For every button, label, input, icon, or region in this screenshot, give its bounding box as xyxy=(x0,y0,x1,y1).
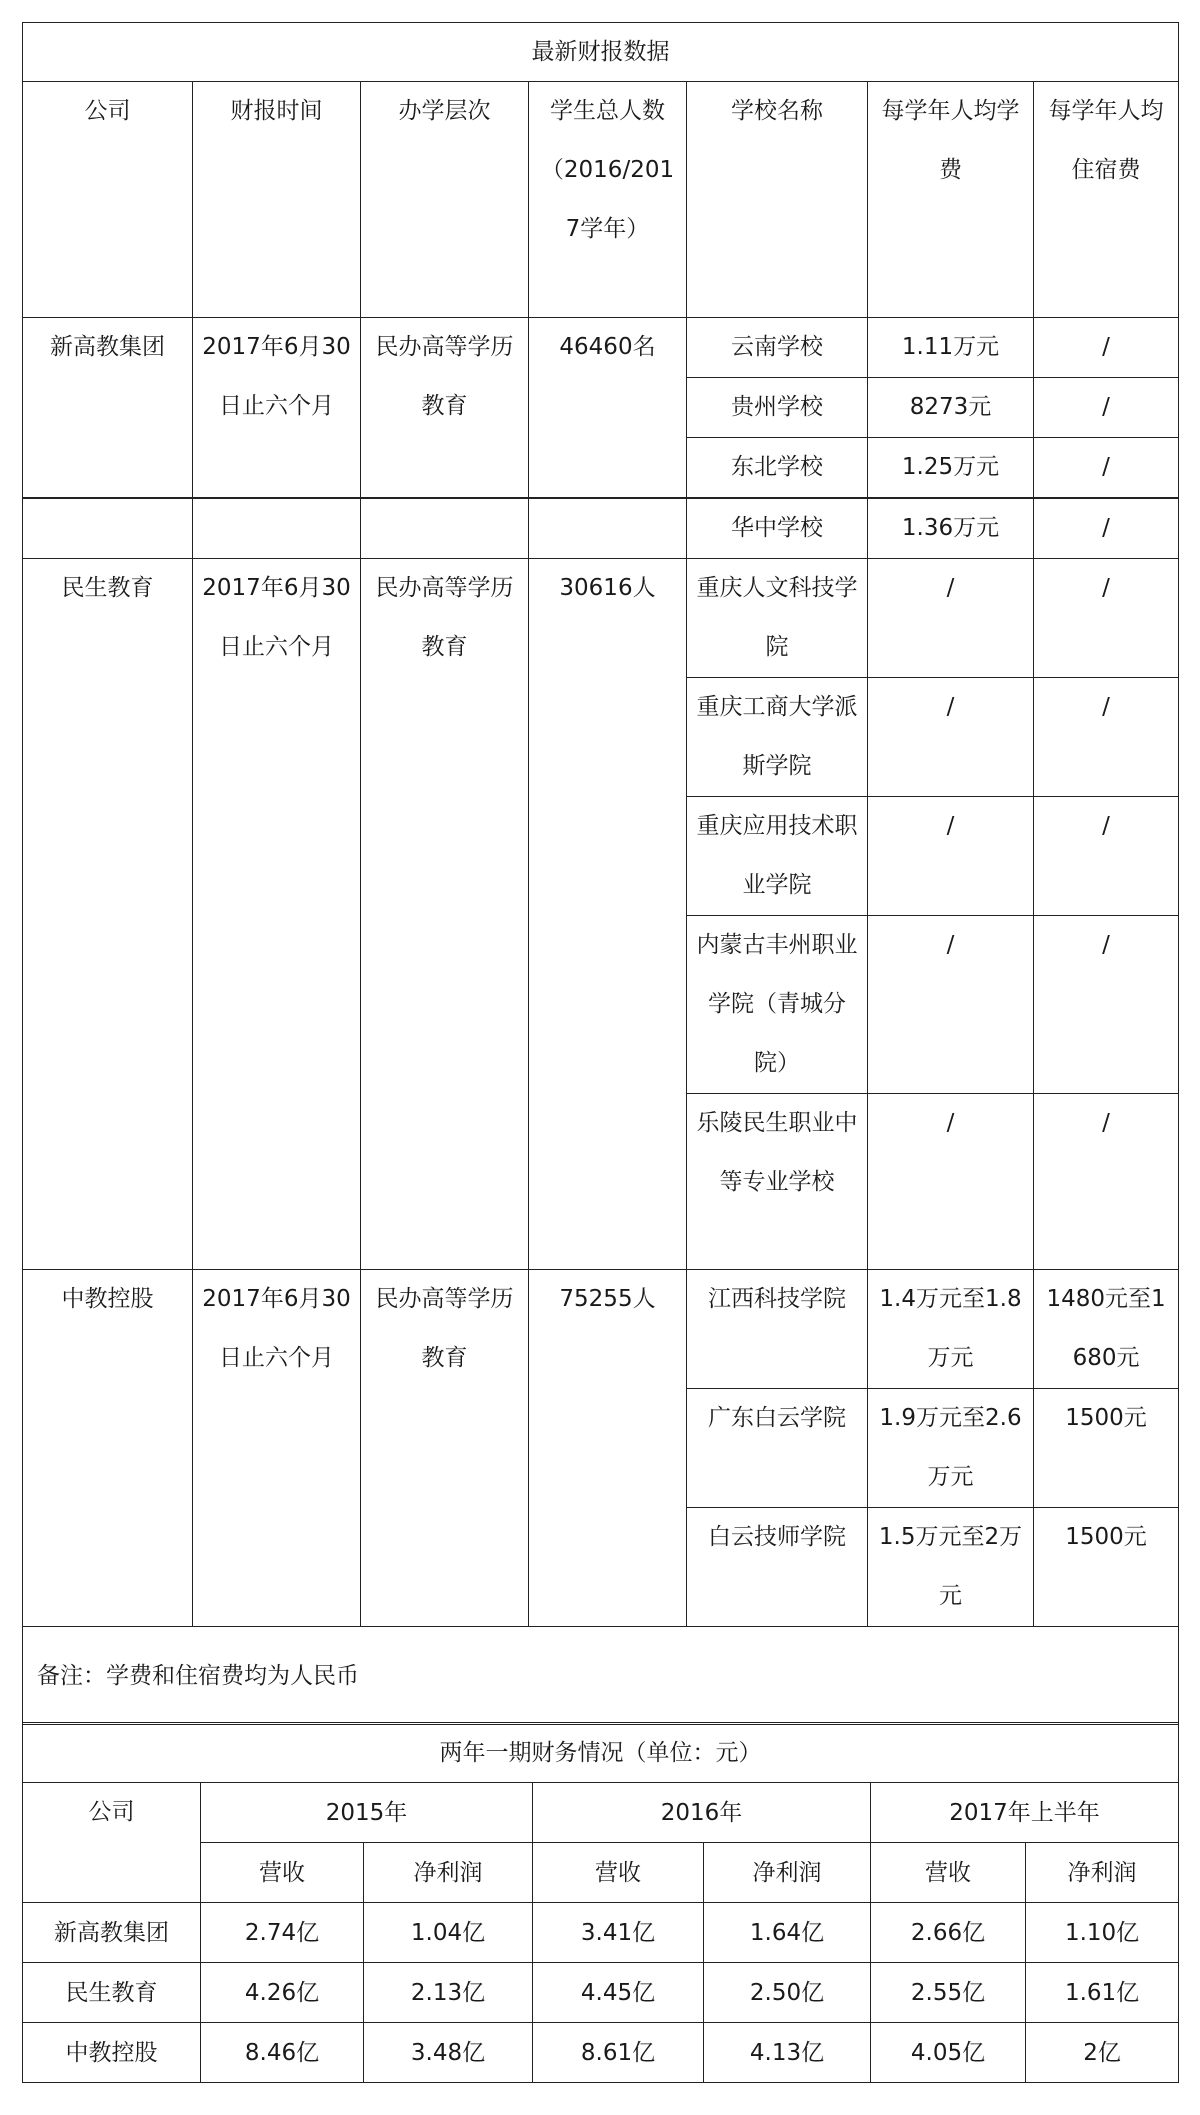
school-name-cell: 内蒙古丰州职业学院（青城分院） xyxy=(687,916,868,1094)
empty-cell xyxy=(23,498,193,559)
value-cell: 4.45亿 xyxy=(533,1963,704,2023)
table-row xyxy=(23,2023,1179,2083)
header-year: 2015年 xyxy=(201,1783,533,1843)
company-cell: 中教控股 xyxy=(23,1270,193,1627)
tuition-cell: / xyxy=(868,916,1034,1094)
school-name-cell: 东北学校 xyxy=(687,438,868,499)
empty-cell xyxy=(193,498,361,559)
school-name-cell: 白云技师学院 xyxy=(687,1508,868,1627)
students-cell: 30616人 xyxy=(529,559,687,1270)
tuition-cell: / xyxy=(868,559,1034,678)
empty-cell xyxy=(361,498,529,559)
financial-report-table xyxy=(22,22,1179,1725)
lodging-cell: 1500元 xyxy=(1034,1508,1179,1627)
lodging-cell: / xyxy=(1034,916,1179,1094)
tuition-cell: / xyxy=(868,678,1034,797)
empty-cell xyxy=(529,498,687,559)
value-cell: 4.05亿 xyxy=(871,2023,1026,2083)
company-cell: 民生教育 xyxy=(23,1963,201,2023)
table-title: 最新财报数据 xyxy=(23,23,1179,82)
tuition-cell: 1.5万元至2万元 xyxy=(868,1508,1034,1627)
tuition-cell: 8273元 xyxy=(868,378,1034,438)
school-name-cell: 广东白云学院 xyxy=(687,1389,868,1508)
school-name-cell: 云南学校 xyxy=(687,318,868,378)
lodging-cell: / xyxy=(1034,318,1179,378)
header-revenue: 营收 xyxy=(201,1843,364,1903)
company-cell: 新高教集团 xyxy=(23,318,193,499)
header-net-profit: 净利润 xyxy=(704,1843,871,1903)
header-company: 公司 xyxy=(23,82,193,318)
value-cell: 2.13亿 xyxy=(364,1963,533,2023)
level-cell: 民办高等学历教育 xyxy=(361,1270,529,1627)
school-name-cell: 重庆人文科技学院 xyxy=(687,559,868,678)
lodging-cell: / xyxy=(1034,797,1179,916)
lodging-cell: / xyxy=(1034,1094,1179,1270)
level-cell: 民办高等学历教育 xyxy=(361,559,529,1270)
lodging-cell: / xyxy=(1034,498,1179,559)
value-cell: 1.04亿 xyxy=(364,1903,533,1963)
school-name-cell: 贵州学校 xyxy=(687,378,868,438)
value-cell: 2.55亿 xyxy=(871,1963,1026,2023)
tuition-cell: 1.9万元至2.6万元 xyxy=(868,1389,1034,1508)
table-row xyxy=(23,1963,1179,2023)
tuition-cell: / xyxy=(868,797,1034,916)
header-net-profit: 净利润 xyxy=(364,1843,533,1903)
tuition-cell: 1.36万元 xyxy=(868,498,1034,559)
lodging-cell: 1500元 xyxy=(1034,1389,1179,1508)
value-cell: 2.50亿 xyxy=(704,1963,871,2023)
students-cell: 75255人 xyxy=(529,1270,687,1627)
lodging-cell: / xyxy=(1034,438,1179,499)
level-cell: 民办高等学历教育 xyxy=(361,318,529,499)
table-title: 两年一期财务情况（单位：元） xyxy=(23,1723,1179,1783)
header-company: 公司 xyxy=(23,1783,201,1903)
value-cell: 1.10亿 xyxy=(1026,1903,1179,1963)
lodging-cell: / xyxy=(1034,678,1179,797)
school-name-cell: 乐陵民生职业中等专业学校 xyxy=(687,1094,868,1270)
header-net-profit: 净利润 xyxy=(1026,1843,1179,1903)
value-cell: 8.61亿 xyxy=(533,2023,704,2083)
school-name-cell: 重庆应用技术职业学院 xyxy=(687,797,868,916)
school-name-cell: 华中学校 xyxy=(687,498,868,559)
header-report-time: 财报时间 xyxy=(193,82,361,318)
header-level: 办学层次 xyxy=(361,82,529,318)
report-time-cell: 2017年6月30日止六个月 xyxy=(193,318,361,499)
table-row xyxy=(23,1903,1179,1963)
value-cell: 1.64亿 xyxy=(704,1903,871,1963)
table-note: 备注：学费和住宿费均为人民币 xyxy=(23,1627,1179,1725)
school-name-cell: 重庆工商大学派斯学院 xyxy=(687,678,868,797)
tuition-cell: 1.11万元 xyxy=(868,318,1034,378)
value-cell: 3.48亿 xyxy=(364,2023,533,2083)
header-revenue: 营收 xyxy=(871,1843,1026,1903)
financial-summary-table xyxy=(22,1722,1179,2083)
value-cell: 2亿 xyxy=(1026,2023,1179,2083)
value-cell: 4.13亿 xyxy=(704,2023,871,2083)
value-cell: 4.26亿 xyxy=(201,1963,364,2023)
school-name-cell: 江西科技学院 xyxy=(687,1270,868,1389)
lodging-cell: 1480元至1680元 xyxy=(1034,1270,1179,1389)
header-tuition: 每学年人均学费 xyxy=(868,82,1034,318)
header-school: 学校名称 xyxy=(687,82,868,318)
tuition-cell: 1.25万元 xyxy=(868,438,1034,499)
header-lodging: 每学年人均住宿费 xyxy=(1034,82,1179,318)
report-time-cell: 2017年6月30日止六个月 xyxy=(193,1270,361,1627)
header-year: 2017年上半年 xyxy=(871,1783,1179,1843)
value-cell: 2.74亿 xyxy=(201,1903,364,1963)
value-cell: 1.61亿 xyxy=(1026,1963,1179,2023)
students-cell: 46460名 xyxy=(529,318,687,499)
tuition-cell: / xyxy=(868,1094,1034,1270)
value-cell: 2.66亿 xyxy=(871,1903,1026,1963)
company-cell: 中教控股 xyxy=(23,2023,201,2083)
lodging-cell: / xyxy=(1034,378,1179,438)
report-time-cell: 2017年6月30日止六个月 xyxy=(193,559,361,1270)
tuition-cell: 1.4万元至1.8万元 xyxy=(868,1270,1034,1389)
lodging-cell: / xyxy=(1034,559,1179,678)
company-cell: 民生教育 xyxy=(23,559,193,1270)
header-year: 2016年 xyxy=(533,1783,871,1843)
company-cell: 新高教集团 xyxy=(23,1903,201,1963)
header-revenue: 营收 xyxy=(533,1843,704,1903)
value-cell: 3.41亿 xyxy=(533,1903,704,1963)
header-students: 学生总人数（2016/2017学年） xyxy=(529,82,687,318)
value-cell: 8.46亿 xyxy=(201,2023,364,2083)
